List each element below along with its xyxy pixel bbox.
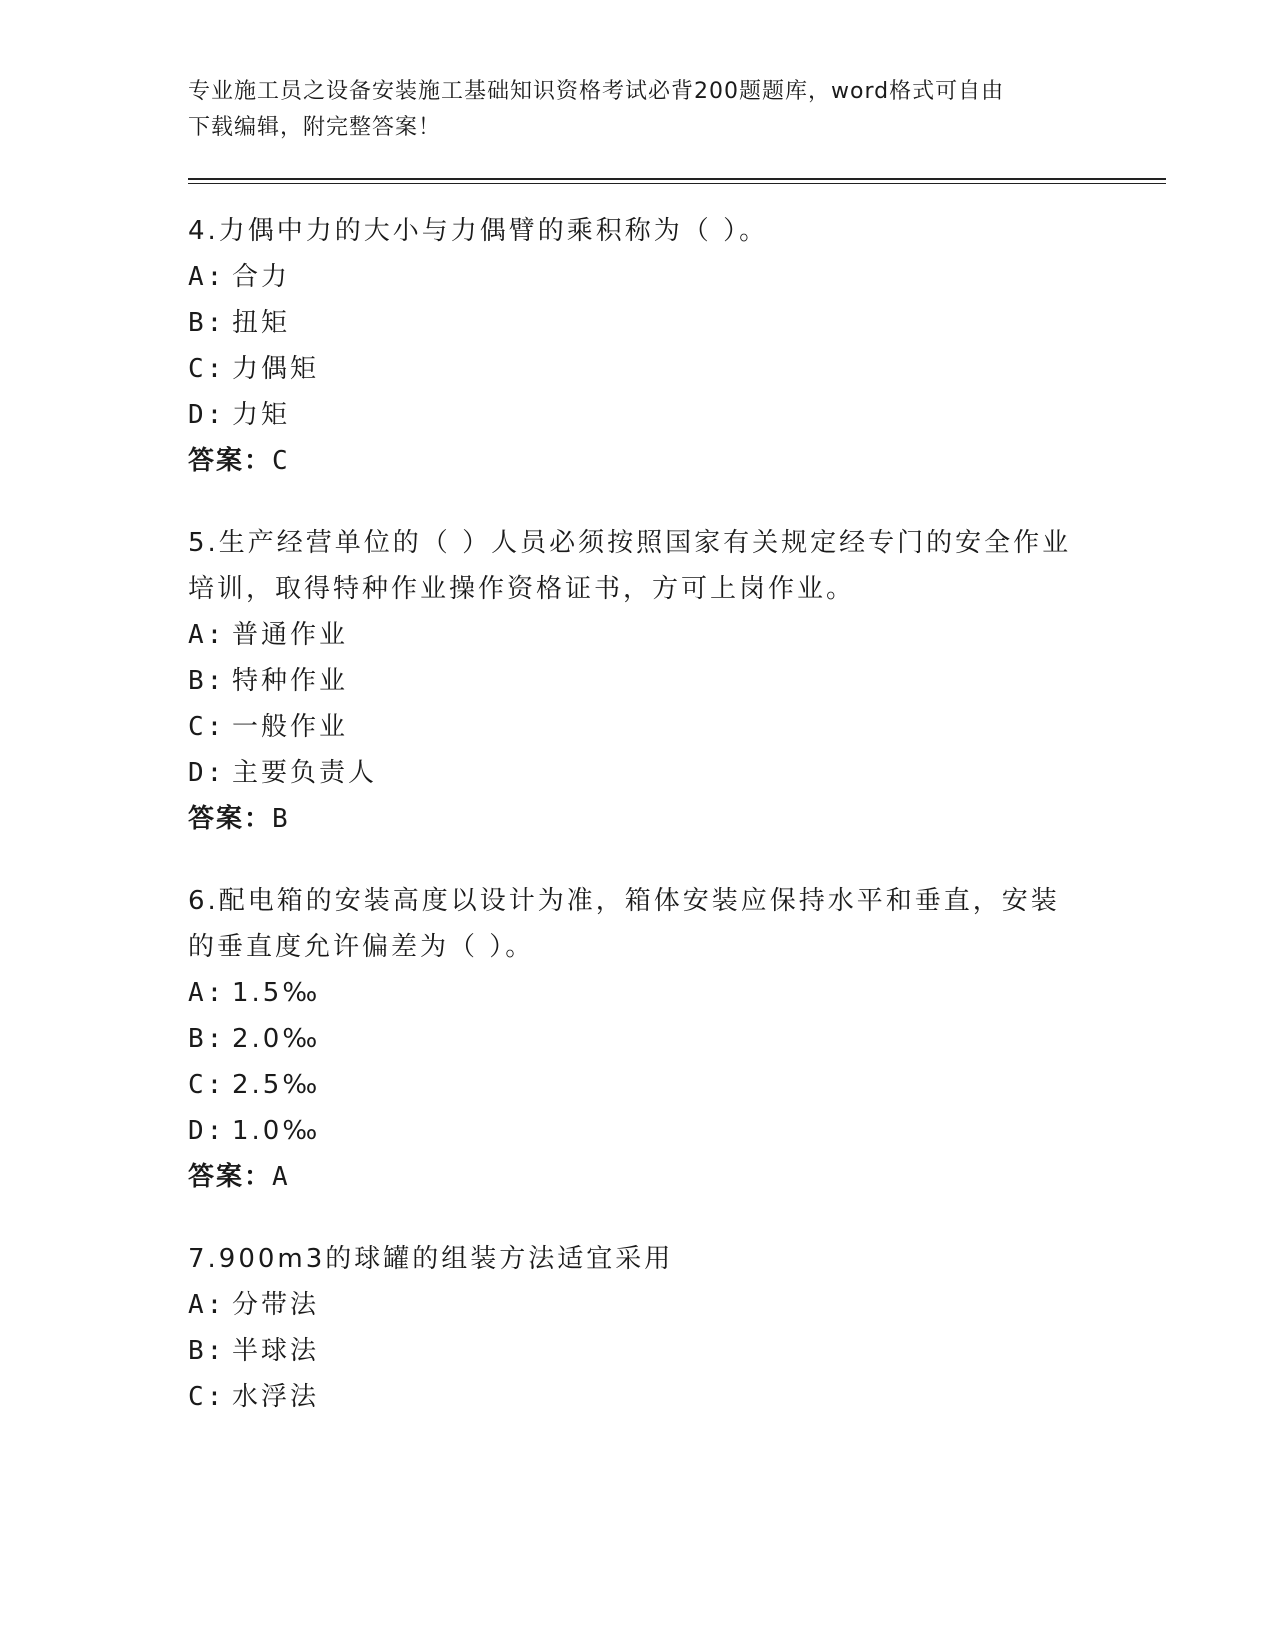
option-text: 2.0‰ — [232, 1024, 321, 1054]
option-text: 1.0‰ — [232, 1116, 321, 1146]
option-key: B: — [188, 1336, 226, 1366]
option-key: A: — [188, 978, 226, 1008]
header-divider — [188, 178, 1166, 180]
option-key: C: — [188, 1070, 226, 1100]
option-text: 一般作业 — [232, 712, 349, 742]
question-stem-line: 5.生产经营单位的（ ）人员必须按照国家有关规定经专门的安全作业 — [188, 528, 1072, 558]
answer-option — [188, 750, 1088, 796]
answer-option — [188, 612, 1088, 658]
answer-option — [188, 1108, 1088, 1154]
option-key: B: — [188, 1024, 226, 1054]
answer-option — [188, 704, 1088, 750]
answer-option — [188, 1062, 1088, 1108]
option-text: 半球法 — [232, 1336, 320, 1366]
option-text: 2.5‰ — [232, 1070, 321, 1100]
option-text: 1.5‰ — [232, 978, 321, 1008]
answer-option — [188, 1374, 1088, 1420]
option-key: D: — [188, 1116, 226, 1146]
answer-option — [188, 300, 1088, 346]
option-key: D: — [188, 400, 226, 430]
option-text: 普通作业 — [232, 620, 349, 650]
option-key: A: — [188, 620, 226, 650]
option-key: A: — [188, 1290, 226, 1320]
answer-label: 答案： — [188, 804, 273, 834]
question-stem-line: 4.力偶中力的大小与力偶臂的乘积称为（ ）。 — [188, 216, 769, 246]
option-text: 特种作业 — [232, 666, 349, 696]
option-text: 合力 — [232, 262, 291, 292]
question-stem-line: 培训，取得特种作业操作资格证书，方可上岗作业。 — [188, 574, 856, 604]
answer-option — [188, 970, 1088, 1016]
question-item — [188, 520, 1088, 842]
answer-value: A — [272, 1162, 291, 1192]
answer-line — [188, 438, 1088, 484]
header-divider-thin — [188, 183, 1166, 184]
option-text: 扭矩 — [232, 308, 291, 338]
option-text: 主要负责人 — [232, 758, 378, 788]
question-list — [188, 208, 1088, 1456]
answer-label: 答案： — [188, 1162, 273, 1192]
answer-option — [188, 1282, 1088, 1328]
option-text: 力偶矩 — [232, 354, 320, 384]
answer-line — [188, 796, 1088, 842]
option-key: D: — [188, 758, 226, 788]
option-key: B: — [188, 666, 226, 696]
answer-option — [188, 392, 1088, 438]
option-text: 水浮法 — [232, 1382, 320, 1412]
answer-option — [188, 1016, 1088, 1062]
option-key: C: — [188, 354, 226, 384]
answer-label: 答案： — [188, 446, 273, 476]
answer-line — [188, 1154, 1088, 1200]
question-stem-line: 6.配电箱的安装高度以设计为准，箱体安装应保持水平和垂直，安装 — [188, 886, 1060, 916]
document-header — [188, 74, 1088, 146]
option-key: C: — [188, 1382, 226, 1412]
option-key: A: — [188, 262, 226, 292]
option-key: B: — [188, 308, 226, 338]
answer-value: B — [272, 804, 291, 834]
answer-option — [188, 254, 1088, 300]
question-item — [188, 1236, 1088, 1420]
option-text: 分带法 — [232, 1290, 320, 1320]
header-line-2: 下载编辑，附完整答案！ — [188, 115, 442, 140]
answer-value: C — [272, 446, 291, 476]
answer-option — [188, 658, 1088, 704]
answer-option — [188, 1328, 1088, 1374]
question-item — [188, 208, 1088, 484]
question-item — [188, 878, 1088, 1200]
option-key: C: — [188, 712, 226, 742]
answer-option — [188, 346, 1088, 392]
question-stem-line: 7.900m3的球罐的组装方法适宜采用 — [188, 1244, 674, 1274]
option-text: 力矩 — [232, 400, 291, 430]
header-line-1: 专业施工员之设备安装施工基础知识资格考试必背200题题库，word格式可自由 — [188, 79, 1005, 104]
question-stem-line: 的垂直度允许偏差为（ ）。 — [188, 932, 535, 962]
